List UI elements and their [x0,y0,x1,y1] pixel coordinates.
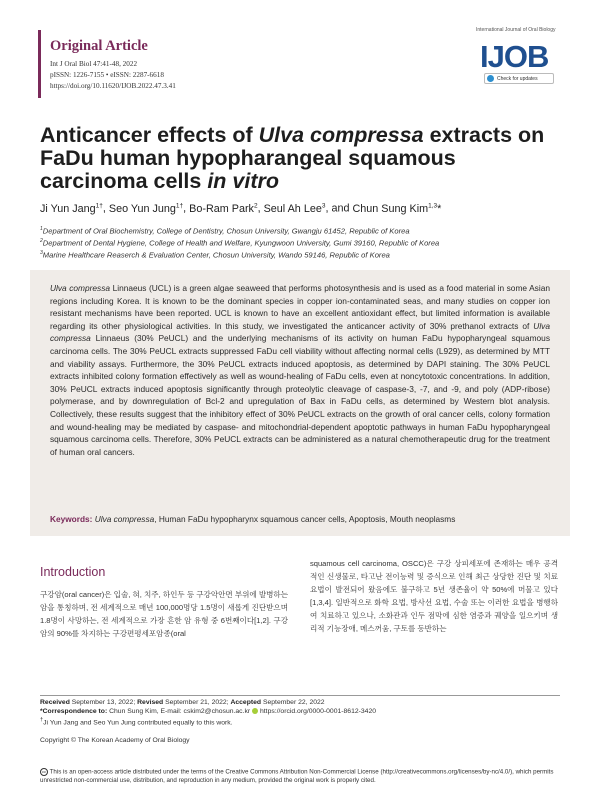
journal-name: International Journal of Oral Biology [476,27,556,33]
footnote-divider [40,695,560,696]
title-part: Anticancer effects of [40,123,259,147]
check-updates-icon [487,75,494,82]
creative-commons-icon: cc [42,769,46,774]
check-updates-button[interactable] [484,73,554,84]
title-in-vitro: in vitro [207,169,279,193]
journal-logo [478,36,558,76]
author: Seo Yun Jung$^{1\dagger}$ [108,202,184,215]
orcid-icon [252,708,258,714]
doi-link[interactable]: https://doi.org/10.11620/IJOB.2022.47.3.41 [50,82,176,90]
header-accent-rule [38,30,41,98]
author: Bo-Ram Park$^2$ [189,202,258,215]
section-heading-introduction: Introduction [40,565,106,579]
author: Ji Yun Jang$^{1\dagger}$ [40,202,103,215]
author: Seul Ah Lee$^3$ [263,202,326,215]
equal-contribution-note: †Ji Yun Jang and Seo Yun Jung contributed equally to this work. [40,717,233,727]
body-text-right-column: squamous cell carcinoma, OSCC)은 구강 상피세포에 존재하는 매우 공격적인 신생물로, 타고난 전이능력 및 증식으로 인해 최근 상당한 진단 및 치료요법이 발전되어 왔음에도 불구하고 5년 생존율이 약 50%에 머물고 있다[1,3,4]. 일반적으로 화학 요법, 방사선 요법, 수술 또는 이러한 요법을 병행하여 치료하고 있으나, 소화관과 인두 점막에 심한 염증과 궤양을 일으키며 생리적 기능장애, 메스꺼움, 구토를 동반하는 [310,559,558,634]
citation: Int J Oral Biol 47:41-48, 2022 [50,60,138,68]
received-dates: Received September 13, 2022; Revised September 21, 2022; Accepted September 22, 2022 [40,699,325,706]
article-type: Original Article [50,38,148,54]
issn: pISSN: 1226-7155 • eISSN: 2287-6618 [50,71,164,79]
body-text-left-column: 구강암(oral cancer)은 입술, 혀, 치주, 하인두 등 구강악안면 부위에 발병하는 암을 통칭하며, 전 세계적으로 매년 100,000명당 1.5명이 새롭게 진단받으며 1.8명이 사망하는, 전 세계적으로 가장 흔한 암 유형 중 6번째이다[1,2]. 구강암의 90%를 차지하는 구강편평세포암종(oral [40,590,288,639]
author-corresponding: Chun Sung Kim$^{1,3}$* [352,202,442,215]
article-title [40,124,560,193]
author-list: Ji Yun Jang$^{1\dagger}$, Seo Yun Jung$^{1\dagger}$, Bo-Ram Park$^2$, Seul Ah Lee$^3$, and Chun Sung Kim$^{1,3}$* [40,202,442,215]
affiliation: $^2$Department of Dental Hygiene, College of Health and Welfare, Kyungwoon University, Gumi 39160, Republic of Korea [40,238,440,248]
affiliation: $^1$Department of Oral Biochemistry, College of Dentistry, Chosun University, Gwangju 61452, Republic of Korea [40,226,410,236]
title-part: extracts on FaDu human hypopharangeal squamous carcinoma cells [40,123,545,193]
correspondence: *Correspondence to: Chun Sung Kim, E-mail: cskim2@chosun.ac.kr https://orcid.org/0000-0001-8612-3420 [40,708,377,715]
affiliation: $^3$Marine Healthcare Reaserch & Evaluation Center, Chosun University, Wando 59146, Republic of Korea [40,250,390,260]
abstract-text: Ulva compressa Linnaeus (UCL) is a green algae seaweed that performs photosynthesis and is used as a food material in some Asian regions including Korea. It is known to be the dominant species in copper ion-contaminated seas, and many studies on copper ion resistant mechanisms have been reported. UCL is known to have an excellent antioxidant effect, but limited information is available regarding its other physiological activities. In this study, we investigated the anticancer activity of 30% prethanol extracts of Ulva compressa Linnaeus (30% PeUCL) and the underlying mechanisms of its activity on human FaDu hypopharyngeal squamous carcinoma cells. The 30% PeUCL extracts suppressed FaDu cell viability without affecting normal cells (L929), as determined by MTT and viability assays. Furthermore, the 30% PeUCL extracts induced apoptosis, as determined by DAPI staining. The 30% PeUCL extracts inhibited colony formation effectively as well as wound-healing of FaDu cells, even at noncytotoxic concentrations. In addition, 30% PeUCL extracts induced apoptosis significantly through proteolytic cleavage of caspase-3, -7, and -9, and poly (ADP-ribose) polymerase, and by downregulation of Bcl-2 and upregulation of Bax in FaDu cells, as determined by Western blot analysis. Collectively, these results suggest that the inhibitory effect of 30% PeUCL extracts on the growth of oral cancer cells, colony formation and wound-healing may be mediated by caspase- and mitochondrial-dependent apoptotic pathways in human FaDu hypopharyngeal squamous carcinoma cells. Therefore, 30% PeUCL extracts can be administered as a natural chemotherapeutic drug for the treatment of human oral cancers. [50,283,550,457]
keywords: Keywords: Ulva compressa, Human FaDu hypopharynx squamous cancer cells, Apoptosis, Mouth neoplasms [50,514,456,524]
keywords-label: Keywords: [50,514,93,524]
orcid-link[interactable]: https://orcid.org/0000-0001-8612-3420 [260,708,377,715]
check-updates-label: Check for updates [497,75,538,82]
logo-text: IJOB [480,39,549,74]
title-species: Ulva compressa [258,123,424,147]
copyright: Copyright © The Korean Academy of Oral Biology [40,737,190,744]
license-text: cc This is an open-access article distributed under the terms of the Creative Commons Attribution Non-Commercial License (http://creativecommons.org/licenses/by-nc/4.0/), which permits unrestricted non-commercial use, distribution, and reproduction in any medium, provided the original work is properly cited. [40,768,554,784]
